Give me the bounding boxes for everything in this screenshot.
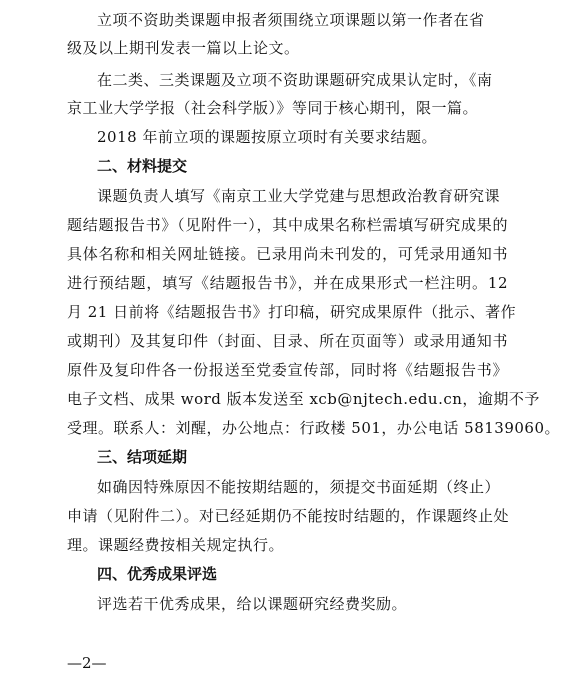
paragraph-line: 进行预结题，填写《结题报告书》，并在成果形式一栏注明。12 [67, 274, 508, 292]
section-heading: 二、材料提交 [97, 157, 188, 175]
paragraph-line: 评选若干优秀成果，给以课题研究经费奖励。 [97, 595, 408, 613]
paragraph-line: 如确因特殊原因不能按期结题的，须提交书面延期（终止） [97, 478, 501, 496]
paragraph-line: 具体名称和相关网址链接。已录用尚未刊发的，可凭录用通知书 [67, 245, 508, 263]
paragraph-line: 申请（见附件二）。对已经延期仍不能按时结题的，作课题终止处 [67, 507, 510, 525]
paragraph-line: 课题负责人填写《南京工业大学党建与思想政治教育研究课 [97, 187, 501, 205]
paragraph-line: 原件及复印件各一份报送至党委宣传部，同时将《结题报告书》 [67, 361, 508, 379]
paragraph-line: 京工业大学学报（社会科学版）》等同于核心期刊，限一篇。 [67, 99, 479, 117]
paragraph-line: 理。课题经费按相关规定执行。 [67, 536, 285, 554]
paragraph-line: 或期刊）及其复印件（封面、目录、所在页面等）或录用通知书 [67, 332, 508, 350]
paragraph-line: 立项不资助类课题申报者须围绕立项课题以第一作者在省 [97, 11, 485, 29]
paragraph-line: 2018 年前立项的课题按原立项时有关要求结题。 [97, 128, 437, 146]
paragraph-line: 在二类、三类课题及立项不资助课题研究成果认定时，《南 [97, 71, 493, 89]
paragraph-line: 月 21 日前将《结题报告书》打印稿，研究成果原件（批示、著作 [67, 303, 517, 321]
paragraph-line: 受理。联系人：刘醒，办公地点：行政楼 501，办公电话 58139060。 [67, 419, 561, 437]
section-heading: 三、结项延期 [97, 448, 188, 466]
paragraph-line: 题结题报告书》（见附件一），其中成果名称栏需填写研究成果的 [67, 216, 508, 234]
paragraph-line: 电子文档、成果 word 版本发送至 xcb@njtech.edu.cn，逾期不予 [67, 390, 540, 408]
section-heading: 四、优秀成果评选 [97, 565, 218, 583]
page-number: —2— [67, 654, 107, 672]
paragraph-line: 级及以上期刊发表一篇以上论文。 [67, 39, 300, 57]
